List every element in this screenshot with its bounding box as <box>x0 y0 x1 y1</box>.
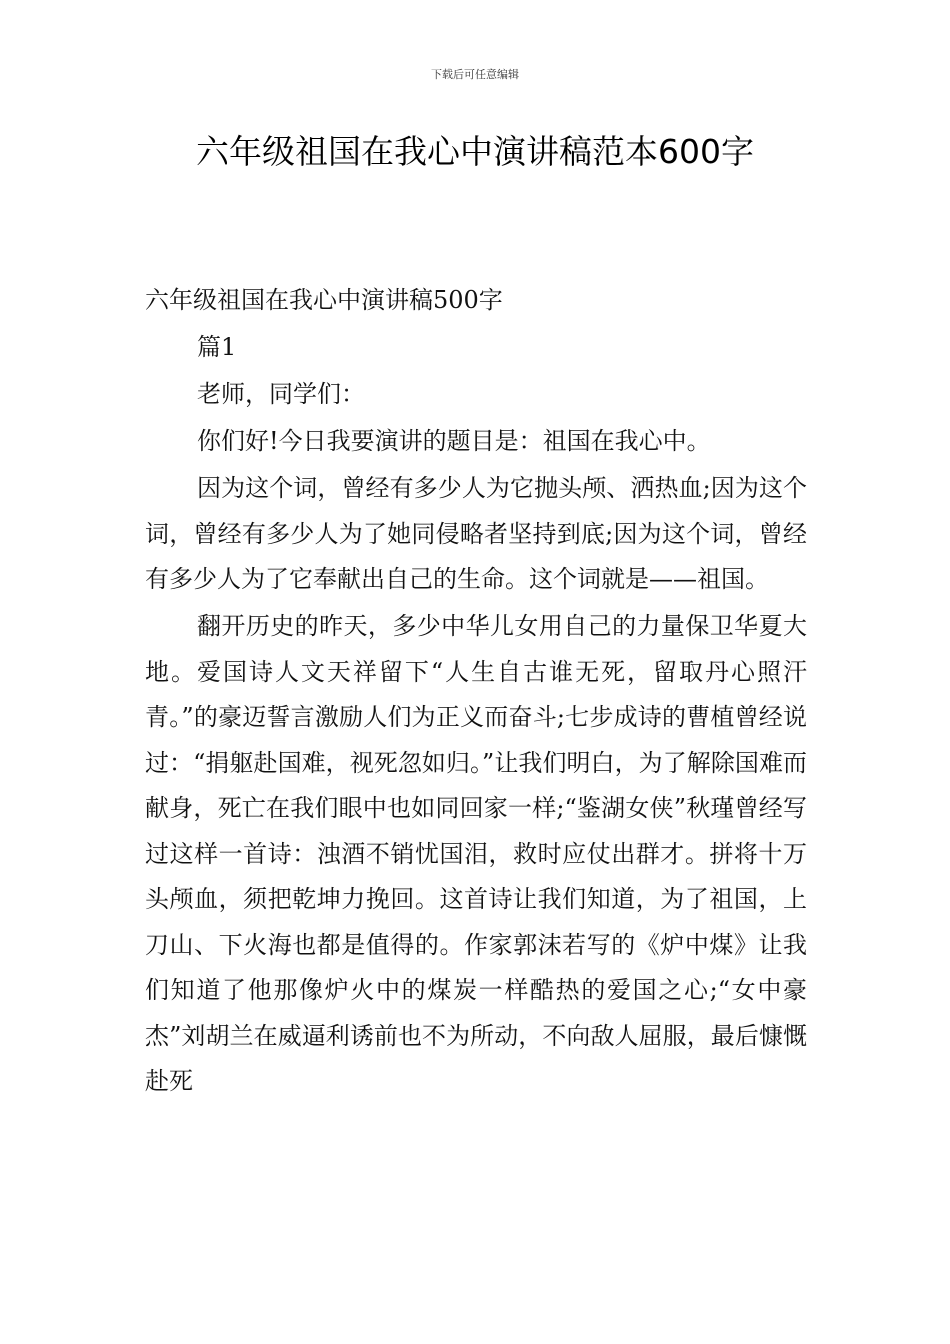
page-header-note: 下载后可任意编辑 <box>431 68 519 81</box>
document-subtitle: 六年级祖国在我心中演讲稿500字 <box>145 286 503 314</box>
paragraph: 因为这个词，曾经有多少人为它抛头颅、洒热血;因为这个词，曾经有多少人为了她同侵略者坚持到底;因为这个词，曾经有多少人为了它奉献出自己的生命。这个词就是——祖国。 <box>145 474 807 593</box>
document-body <box>145 278 807 1105</box>
section-label: 篇1 <box>197 333 237 361</box>
greeting: 老师，同学们： <box>197 380 365 408</box>
document-title: 六年级祖国在我心中演讲稿范本600字 <box>196 132 754 171</box>
paragraph: 翻开历史的昨天，多少中华儿女用自己的力量保卫华夏大地。爱国诗人文天祥留下“人生自古谁无死，留取丹心照汗青。”的豪迈誓言激励人们为正义而奋斗;七步成诗的曹植曾经说过：“捐躯赴国难，视死忽如归。”让我们明白，为了解除国难而献身，死亡在我们眼中也如同回家一样;“鉴湖女侠”秋瑾曾经写过这样一首诗：浊酒不销忧国泪，救时应仗出群才。拼将十万头颅血，须把乾坤力挽回。这首诗让我们知道，为了祖国，上刀山、下火海也都是值得的。作家郭沫若写的《炉中煤》让我们知道了他那像炉火中的煤炭一样酷热的爱国之心;“女中豪杰”刘胡兰在威逼利诱前也不为所动，不向敌人屈服，最后慷慨赴死 <box>145 612 807 1095</box>
paragraph: 你们好!今日我要演讲的题目是：祖国在我心中。 <box>197 427 711 455</box>
